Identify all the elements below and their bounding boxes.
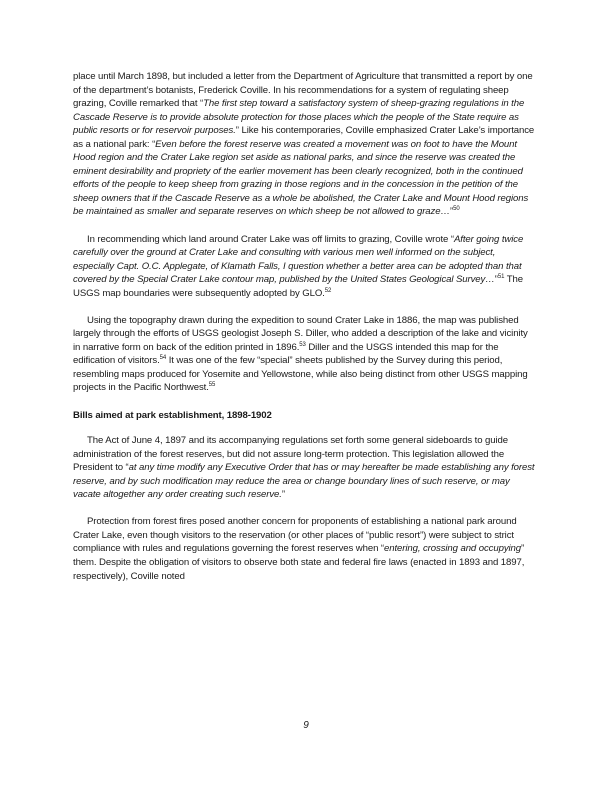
- quoted-text: The first step toward a satisfactory system of sheep-grazing regulations in the Cascade Reserve is to provide absolute protection for those places which the people of the State require as public resorts or for reservoir purposes.: [73, 98, 525, 137]
- text-run: Using the topography drawn during the expedition to sound Crater Lake in 1886, the map was published largely through the efforts of USGS geologist Joseph S. Diller, who added a description of the lake and vicinity in narrative form on back of the edition printed in 1896.: [73, 314, 528, 353]
- text-run: ” Like his contemporaries, Coville emphasized Crater Lake’s importance as a national park: “: [73, 125, 535, 150]
- paragraphs-before-heading: [73, 70, 536, 395]
- footnote-ref: 53: [299, 341, 306, 348]
- paragraph: [73, 314, 536, 395]
- paragraph: [73, 434, 536, 502]
- paragraph: [73, 233, 536, 301]
- body-text: [73, 70, 536, 597]
- text-run: ”: [494, 274, 498, 286]
- footnote-ref: 52: [324, 287, 332, 294]
- footnote-ref: 51: [497, 273, 505, 280]
- text-run: place until March 1898, but included a letter from the Department of Agriculture that transmitted a report by one of the department’s botanists, Frederick Coville. In his recommendations for a system of regulating sheep grazing, Coville remarked that “: [73, 71, 533, 110]
- page-number: 9: [303, 720, 309, 731]
- text-run: ” them. Despite the obligation of visitors to observe both state and federal fire laws (enacted in 1893 and 1897, respectively), Coville noted: [73, 543, 525, 582]
- section-heading: Bills aimed at park establishment, 1898-1902: [73, 409, 272, 421]
- quoted-text: Even before the forest reserve was created a movement was on foot to have the Mount Hood region and the Crater Lake region set aside as national parks, and since the reserve was created the eminent desirability and propriety of the earlier movement has been clearly recognized, both in the continued efforts of the people to keep sheep from grazing in those regions and in the concession in the petition of the sheep owners that if the Cascade Reserve as a whole be abolished, the Crater Lake and Mount Hood regions be maintained as smaller and separate reserves on which sheep be not allowed to graze…: [73, 138, 529, 218]
- text-run: The Act of June 4, 1897 and its accompanying regulations set forth some general sideboards to guide administration of the forest reserves, but did not assure long-term protection. This legislation allowed the President to “: [73, 435, 509, 474]
- footnote-ref: 54: [159, 355, 167, 362]
- quoted-text: at any time modify any Executive Order that has or may hereafter be made establishing any forest reserve, and by such modification may reduce the area or change boundary lines of such reserve, or may vacate altogether any order creating such reserve.: [73, 462, 535, 501]
- paragraphs-after-heading: [73, 434, 536, 583]
- text-run: ”: [281, 489, 285, 501]
- paragraph: [73, 70, 536, 219]
- footnote-ref: 55: [208, 382, 216, 389]
- text-run: It was one of the few “special” sheets published by the Survey during this period, resembling maps produced for Yosemite and Yellowstone, while also being distinct from other USGS mapping projects in the Pacific Northwest.: [73, 355, 528, 394]
- text-run: In recommending which land around Crater Lake was off limits to grazing, Coville wrote “: [87, 233, 454, 245]
- text-run: The USGS map boundaries were subsequently adopted by GLO.: [73, 274, 523, 299]
- quoted-text: After going twice carefully over the ground at Crater Lake and consulting with various men well informed on the subject, especially Capt. O.C. Applegate, of Klamath Falls, I question whether a better area can be adopted than that covered by the Special Crater Lake contour map, published by the United States Geological Survey…: [73, 233, 524, 286]
- quoted-text: entering, crossing and occupying: [383, 543, 522, 555]
- text-run: ”: [449, 206, 454, 218]
- text-run: Diller and the USGS intended this map for the edification of visitors.: [73, 341, 499, 367]
- footnote-ref: 50: [453, 206, 460, 213]
- paragraph: [73, 515, 536, 583]
- text-run: Protection from forest fires posed another concern for proponents of establishing a national park around Crater Lake, even though visitors to the reservation (or other places of “public resort”) were subject to strict compliance with rules and regulations governing the forest reserves when “: [73, 516, 517, 555]
